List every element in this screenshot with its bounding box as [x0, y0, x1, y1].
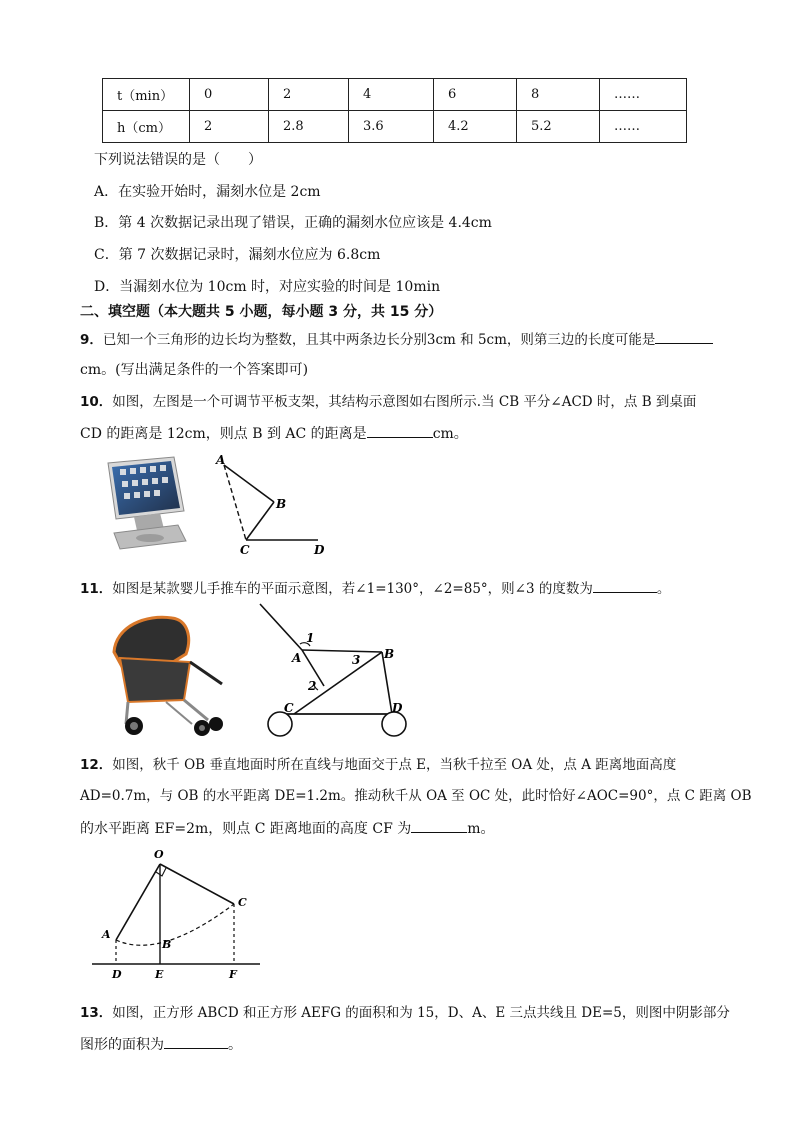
question-text-line — [80, 1034, 242, 1055]
answer-blank — [164, 1034, 228, 1049]
table-cell: …… — [600, 111, 687, 143]
question-10 — [80, 392, 696, 412]
table-row — [103, 79, 687, 111]
option-d: D．当漏刻水位为 10cm 时，对应实验的时间是 10min — [94, 279, 441, 295]
table-cell: 2 — [269, 79, 349, 111]
table-cell: 2.8 — [269, 111, 349, 143]
point-label-a: A — [216, 453, 226, 467]
point-label-b: B — [162, 938, 172, 951]
question-text: cm。(写出满足条件的一个答案即可) — [80, 362, 309, 378]
point-label-c: C — [240, 543, 250, 557]
table-cell: 6 — [434, 79, 517, 111]
stroller-diagram — [256, 600, 412, 740]
stroller-photo — [106, 612, 228, 742]
question-prompt: 下列说法错误的是（ ） — [94, 152, 262, 168]
table-cell: 5.2 — [517, 111, 600, 143]
angle-label-2: 2 — [308, 679, 317, 693]
angle-label-3: 3 — [352, 653, 361, 667]
swing-diagram — [92, 846, 262, 980]
table-cell: …… — [600, 79, 687, 111]
question-text: 如图，秋千 OB 垂直地面时所在直线与地面交于点 E，当秋千拉至 OA 处，点 A 距离地面高度 — [112, 757, 677, 773]
point-label-f: F — [229, 968, 237, 980]
question-number: 9． — [80, 332, 103, 348]
table-cell: 4.2 — [434, 111, 517, 143]
answer-blank — [593, 578, 657, 593]
question-13 — [80, 1003, 730, 1023]
question-number: 11． — [80, 581, 113, 597]
question-text: m。 — [467, 821, 495, 837]
tablet-stand-diagram — [212, 452, 336, 558]
answer-blank — [655, 329, 713, 344]
table-cell: t（min） — [103, 79, 190, 111]
answer-blank — [367, 423, 433, 438]
table-cell: 3.6 — [349, 111, 434, 143]
table-cell: h（cm） — [103, 111, 190, 143]
question-number: 13． — [80, 1005, 113, 1021]
point-label-b: B — [384, 647, 395, 661]
point-label-o: O — [154, 848, 164, 861]
question-text: 图形的面积为 — [80, 1037, 164, 1053]
question-text: cm。 — [432, 426, 468, 442]
question-text: 如图是某款婴儿手推车的平面示意图，若∠1=130°，∠2=85°，则∠3 的度数为 — [112, 581, 593, 597]
point-label-c: C — [284, 701, 294, 715]
question-number: 10． — [80, 394, 113, 410]
question-text-line — [80, 818, 495, 839]
question-text: AD=0.7m，与 OB 的水平距离 DE=1.2m。推动秋千从 OA 至 OC 处，此时恰好∠AOC=90°，点 C 距离 OB — [80, 788, 752, 804]
question-text: 如图，左图是一个可调节平板支架，其结构示意图如右图所示.当 CB 平分∠ACD 时，点 B 到桌面 — [112, 394, 697, 410]
question-text: 的水平距离 EF=2m，则点 C 距离地面的高度 CF 为 — [80, 821, 412, 837]
table-cell: 0 — [190, 79, 269, 111]
question-12 — [80, 755, 676, 775]
point-label-b: B — [276, 497, 287, 511]
point-label-c: C — [238, 896, 247, 909]
question-text: CD 的距离是 12cm，则点 B 到 AC 的距离是 — [80, 426, 367, 442]
question-text: 。 — [228, 1037, 242, 1053]
answer-blank — [411, 818, 467, 833]
table-cell: 2 — [190, 111, 269, 143]
table-row — [103, 111, 687, 143]
point-label-a: A — [292, 651, 302, 665]
table-cell: 8 — [517, 79, 600, 111]
point-label-d: D — [392, 701, 403, 715]
point-label-d: D — [314, 543, 325, 557]
point-label-a: A — [102, 928, 111, 941]
table-cell: 4 — [349, 79, 434, 111]
data-table — [102, 78, 687, 143]
tablet-stand-photo — [104, 455, 188, 551]
option-a: A．在实验开始时，漏刻水位是 2cm — [94, 184, 321, 200]
question-text: 如图，正方形 ABCD 和正方形 AEFG 的面积和为 15，D、A、E 三点共线且 DE=5，则图中阴影部分 — [112, 1005, 730, 1021]
question-number: 12． — [80, 757, 113, 773]
question-9 — [80, 329, 713, 350]
point-label-e: E — [155, 968, 164, 980]
question-text: 。 — [656, 581, 671, 597]
option-b: B．第 4 次数据记录出现了错误，正确的漏刻水位应该是 4.4cm — [94, 215, 492, 231]
section-heading: 二、填空题（本大题共 5 小题，每小题 3 分，共 15 分） — [80, 304, 443, 320]
question-11 — [80, 578, 670, 599]
question-text: 已知一个三角形的边长均为整数，且其中两条边长分别3cm 和 5cm，则第三边的长度可能是 — [102, 332, 656, 348]
point-label-d: D — [112, 968, 122, 980]
angle-label-1: 1 — [306, 631, 315, 645]
option-c: C．第 7 次数据记录时，漏刻水位应为 6.8cm — [94, 247, 381, 263]
question-text-line — [80, 423, 468, 444]
